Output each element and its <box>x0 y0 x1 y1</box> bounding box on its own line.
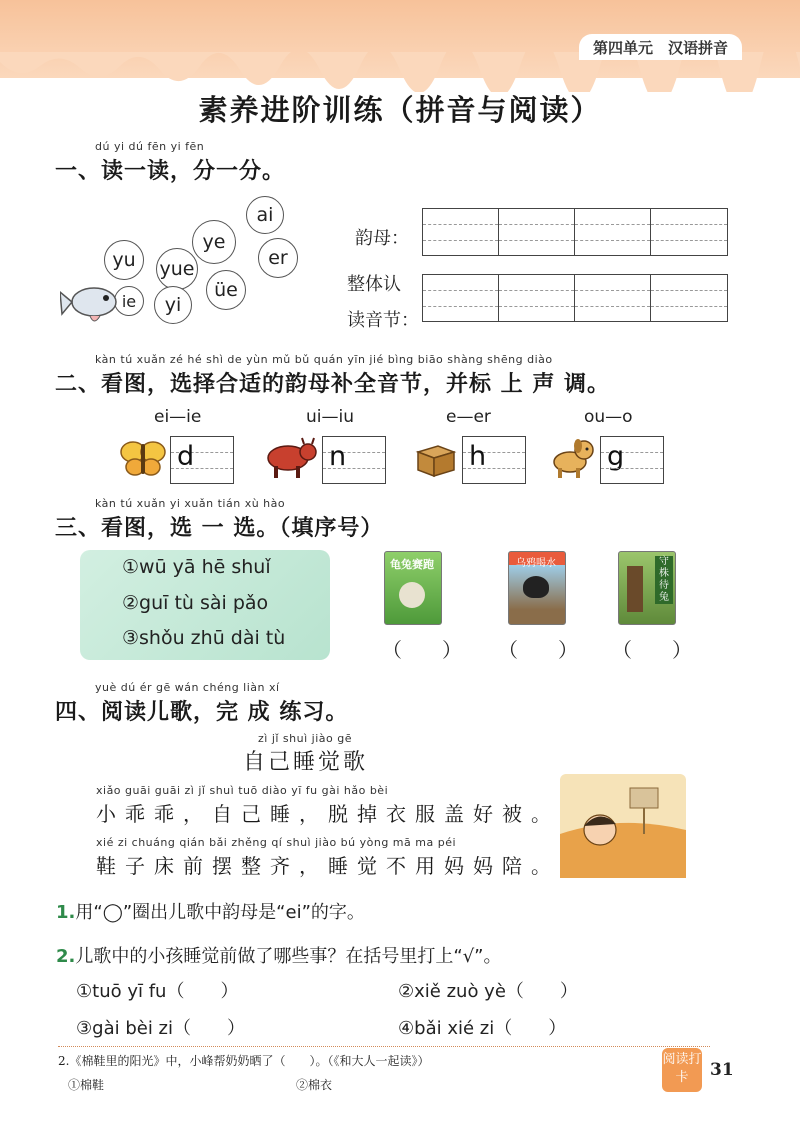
reading-checkin-badge: 阅读打卡 <box>662 1048 702 1092</box>
section1-pinyin: dú yi dú fēn yi fēn <box>95 140 205 153</box>
bubble-ye: ye <box>192 220 236 264</box>
question-1 <box>56 898 365 924</box>
option-1: ①wū yā hē shuǐ <box>122 556 271 578</box>
question-1-number: 1. <box>56 902 76 923</box>
final-pair-2: ui—iu <box>306 407 354 427</box>
poem-title-pinyin: zì jǐ shuì jiào gē <box>258 732 352 745</box>
writing-cell[interactable] <box>575 209 651 255</box>
unit-tag: 第四单元 汉语拼音 <box>579 34 742 60</box>
answer-paren-2[interactable]: （ ） <box>498 638 578 662</box>
finals-writing-grid[interactable] <box>422 208 728 256</box>
book-title-1: 龟兔赛跑 <box>390 558 434 571</box>
poem-title: 自己睡觉歌 <box>243 750 369 775</box>
footer-divider <box>58 1046 710 1047</box>
cow-icon <box>262 436 318 480</box>
question-2-text: 儿歌中的小孩睡觉前做了哪些事？在括号里打上“√”。 <box>75 946 502 967</box>
footer-question: 2.《棉鞋里的阳光》中，小峰帮奶奶晒了（ ）。（《和大人一起读》） <box>58 1054 430 1068</box>
page-title: 素养进阶训练（拼音与阅读） <box>198 93 602 127</box>
box-icon <box>414 438 458 478</box>
answer-paren-3[interactable]: （ ） <box>612 638 692 662</box>
poem-line-1: 小乖乖，自己睡，脱掉衣服盖好被。 <box>96 802 560 826</box>
section4-pinyin: yuè dú ér gē wán chéng liàn xí <box>95 681 280 694</box>
initial-h: h <box>469 441 487 472</box>
whole-syllables-writing-grid[interactable] <box>422 274 728 322</box>
option-2: ②guī tù sài pǎo <box>122 592 269 614</box>
question-1-text: 用“◯”圈出儿歌中韵母是“ei”的字。 <box>75 902 365 923</box>
initial-n: n <box>329 441 347 472</box>
footer-option-1: ①棉鞋 <box>68 1078 105 1092</box>
sleeping-child-illustration <box>560 774 686 878</box>
section3-pinyin: kàn tú xuǎn yi xuǎn tián xù hào <box>95 497 286 510</box>
writing-cell[interactable] <box>499 209 575 255</box>
question-2-number: 2. <box>56 946 76 967</box>
crow-icon <box>523 576 549 598</box>
section1-title: 一、读一读，分一分。 <box>55 159 286 184</box>
question-2 <box>56 942 502 968</box>
final-pair-1: ei—ie <box>154 407 202 427</box>
bubble-yue: yue <box>156 248 198 290</box>
writing-cell[interactable] <box>499 275 575 321</box>
section4-title: 四、阅读儿歌，完 成 练习。 <box>55 700 349 725</box>
book-cover-2 <box>508 551 566 625</box>
choice-4[interactable]: ④bǎi xié zi（ ） <box>398 1018 567 1039</box>
butterfly-icon <box>120 438 166 478</box>
footer-option-2: ②棉衣 <box>296 1078 333 1092</box>
choice-1[interactable]: ①tuō yī fu（ ） <box>76 981 239 1002</box>
bubble-yi: yi <box>154 286 192 324</box>
bubble-er: er <box>258 238 298 278</box>
book-title-3: 守株待兔 <box>655 556 673 604</box>
final-pair-4: ou—o <box>584 407 633 427</box>
syllable-box-d[interactable] <box>170 436 234 484</box>
choice-2[interactable]: ②xiě zuò yè（ ） <box>398 981 578 1002</box>
writing-cell[interactable] <box>575 275 651 321</box>
book-cover-3 <box>618 551 676 625</box>
syllable-box-g[interactable] <box>600 436 664 484</box>
page-number: 31 <box>710 1060 734 1080</box>
option-3: ③shǒu zhū dài tù <box>122 627 286 649</box>
poem-line1-pinyin: xiǎo guāi guāi zì jǐ shuì tuō diào yī fu gài hǎo bèi <box>96 784 389 797</box>
answer-paren-1[interactable]: （ ） <box>382 638 462 662</box>
section2-pinyin: kàn tú xuǎn zé hé shì de yùn mǔ bǔ quán yīn jié bìng biāo shàng shēng diào <box>95 353 553 366</box>
initial-g: g <box>607 441 625 472</box>
writing-cell[interactable] <box>651 275 727 321</box>
writing-cell[interactable] <box>423 275 499 321</box>
label-whole-syllables-2: 读音节： <box>347 310 419 331</box>
book-title-2: 乌鸦喝水 <box>516 558 556 569</box>
label-finals: 韵母： <box>355 228 409 249</box>
syllable-box-h[interactable] <box>462 436 526 484</box>
bubble-ie: ie <box>114 286 144 316</box>
writing-cell[interactable] <box>423 209 499 255</box>
section3-title: 三、看图，选 一 选。（填序号） <box>55 516 384 541</box>
section2-title: 二、看图，选择合适的韵母补全音节，并标 上 声 调。 <box>55 372 610 397</box>
dog-icon <box>548 436 596 480</box>
syllable-box-n[interactable] <box>322 436 386 484</box>
writing-cell[interactable] <box>651 209 727 255</box>
label-whole-syllables-1: 整体认 <box>347 274 401 295</box>
poem-line-2: 鞋子床前摆整齐，睡觉不用妈妈陪。 <box>96 854 560 878</box>
initial-d: d <box>177 441 195 472</box>
bubble-ue: üe <box>206 270 246 310</box>
bubble-ai: ai <box>246 196 284 234</box>
fish-icon <box>60 280 120 330</box>
bubble-yu: yu <box>104 240 144 280</box>
book-cover-1 <box>384 551 442 625</box>
tree-stump-icon <box>627 566 643 612</box>
poem-line2-pinyin: xié zi chuáng qián bǎi zhěng qí shuì jiào bú yòng mā ma péi <box>96 836 457 849</box>
choice-3[interactable]: ③gài bèi zi（ ） <box>76 1018 245 1039</box>
rabbit-icon <box>399 582 425 608</box>
final-pair-3: e—er <box>446 407 491 427</box>
